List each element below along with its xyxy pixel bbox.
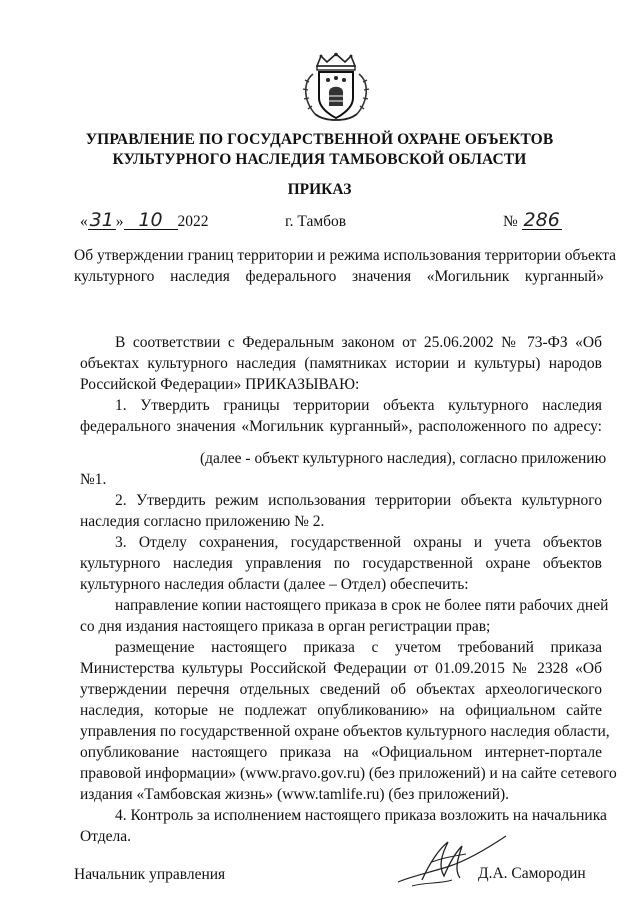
body-line-1: В соответствии с Федеральным законом от 25.06.2002 № 73-ФЗ «Об [115, 334, 602, 351]
body-line-13: направление копии настоящего приказа в срок не более пяти рабочих дней [115, 597, 609, 614]
city: г. Тамбов [285, 213, 347, 230]
tambov-coat-of-arms-icon [295, 52, 377, 122]
order-number [503, 211, 562, 233]
body-line-8: 2. Утвердить режим использования территории объекта культурного [115, 492, 602, 509]
body-line-14: со дня издания настоящего приказа в орган регистрации прав; [80, 618, 491, 635]
date-year: 2022 [177, 213, 209, 230]
number-sign: № [503, 213, 518, 230]
date-close-quote: » [115, 213, 124, 230]
signatory-name: Д.А. Самородин [478, 865, 586, 882]
order-number-handwritten: 286 [523, 209, 560, 231]
body-line-19: управления по государственной охране объектов культурного наследия области, [80, 723, 610, 740]
body-line-5: федерального значения «Могильник курганный», расположенного по адресу: [80, 418, 602, 435]
body-line-15: размещение настоящего приказа с учетом требований приказа [115, 639, 602, 656]
handwritten-signature-icon [392, 832, 512, 892]
subject-line-1: Об утверждении границ территории и режима использования территории объекта [74, 247, 617, 264]
body-line-24: Отдела. [80, 828, 132, 845]
body-line-22: издания «Тамбовская жизнь» (www.tamlife.ru) (без приложений). [80, 786, 510, 803]
body-line-3: Российской Федерации» ПРИКАЗЫВАЮ: [80, 376, 360, 393]
body-line-17: утверждении перечня отдельных сведений об объектах археологического [80, 681, 602, 698]
body-line-16: Министерства культуры Российской Федерации от 01.09.2015 № 2328 «Об [80, 660, 602, 677]
body-line-23: 4. Контроль за исполнением настоящего приказа возложить на начальника [115, 807, 607, 824]
body-line-18: наследия, которые не подлежат опубликованию» на официальном сайте [80, 702, 602, 719]
body-line-10: 3. Отделу сохранения, государственной охраны и учета объектов [115, 534, 602, 551]
date-month-handwritten: 10 [124, 211, 178, 230]
body-line-7: №1. [80, 471, 107, 488]
subject-line-2: культурного наследия федерального значения «Могильник курганный» [74, 268, 604, 285]
body-line-9: наследия согласно приложению № 2. [80, 513, 325, 530]
body-line-12: культурного наследия области (далее – Отдел) обеспечить: [80, 576, 469, 593]
date-open-quote: « [80, 213, 88, 230]
body-line-6: (далее - объект культурного наследия), согласно приложению [200, 450, 607, 467]
authority-name-line-1: УПРАВЛЕНИЕ ПО ГОСУДАРСТВЕННОЙ ОХРАНЕ ОБЪЕКТОВ [85, 131, 554, 148]
body-line-4: 1. Утвердить границы территории объекта культурного наследия [115, 397, 602, 414]
body-line-21: правовой информации» (www.pravo.gov.ru) (без приложений) и на сайте сетевого [80, 765, 617, 782]
body-line-11: культурного наследия управления по государственной охране объектов [80, 555, 602, 572]
signatory-role: Начальник управления [74, 866, 226, 883]
body-line-2: объектах культурного наследия (памятниках истории и культуры) народов [80, 355, 602, 372]
date-day-handwritten: 31 [89, 209, 114, 231]
document-type-title: ПРИКАЗ [287, 181, 352, 198]
order-date [80, 211, 209, 233]
body-line-20: опубликование настоящего приказа на «Официальном интернет-портале [80, 744, 602, 761]
authority-name-line-2: КУЛЬТУРНОГО НАСЛЕДИЯ ТАМБОВСКОЙ ОБЛАСТИ [112, 151, 527, 168]
